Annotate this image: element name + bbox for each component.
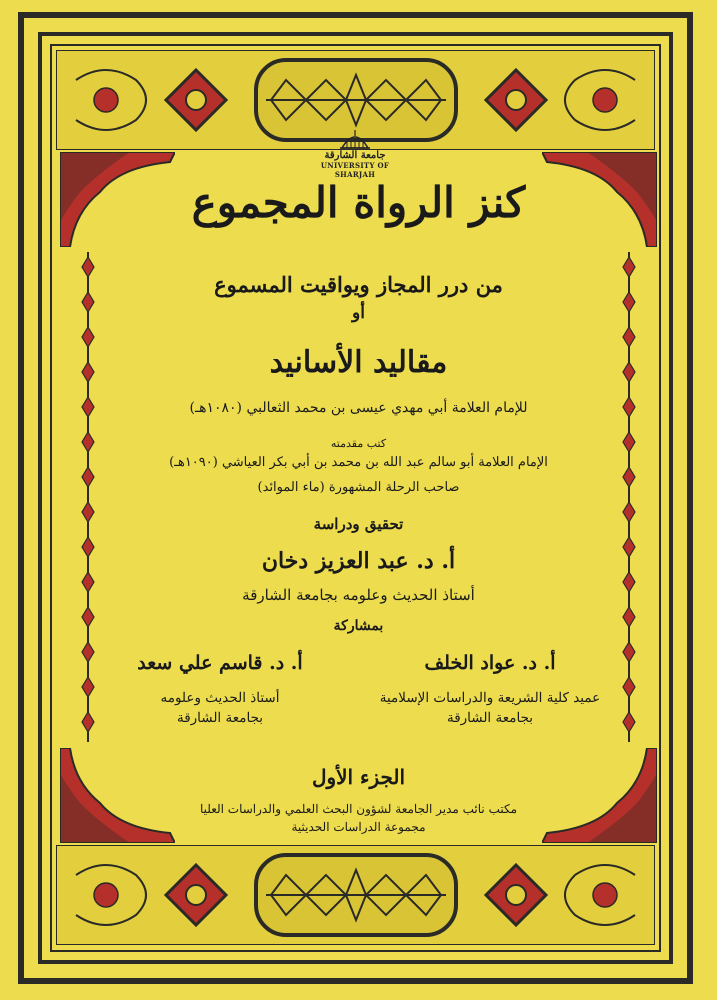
university-logo xyxy=(300,130,410,180)
publisher-line1: مكتب نائب مدير الجامعة لشؤون البحث العلمي والدراسات العليا xyxy=(199,802,518,816)
publisher xyxy=(100,800,617,836)
alternate-title: مقاليد الأسانيد xyxy=(269,345,448,380)
bottom-ornament-band xyxy=(56,845,655,945)
tahqiq-label: تحقيق ودراسة xyxy=(313,515,404,533)
participation-label: بمشاركة xyxy=(333,618,384,634)
participant-right-role-line1: عميد كلية الشريعة والدراسات الإسلامية xyxy=(379,690,601,706)
participant-left-name: أ. د. قاسم علي سعد xyxy=(137,652,303,674)
participant-right-role-line2: بجامعة الشارقة xyxy=(446,710,534,727)
dome-icon xyxy=(338,130,372,150)
publisher-line2: مجموعة الدراسات الحديثية xyxy=(291,820,426,834)
left-chain-ornament xyxy=(78,252,98,742)
editor-role: أستاذ الحديث وعلومه بجامعة الشارقة xyxy=(242,586,475,604)
participant-left-role-line1: أستاذ الحديث وعلومه xyxy=(160,690,280,706)
or-word: أو xyxy=(352,303,365,323)
editor-name: أ. د. عبد العزيز دخان xyxy=(261,548,456,574)
participant-right-name: أ. د. عواد الخلف xyxy=(424,652,556,674)
participant-left xyxy=(105,652,335,729)
intro-label: كتب مقدمته xyxy=(330,437,387,450)
author-line: للإمام العلامة أبي مهدي عيسى بن محمد الثعالبي (١٠٨٠هـ) xyxy=(189,400,528,416)
volume-label: الجزء الأول xyxy=(311,765,406,789)
book-title: كنز الرواة المجموع xyxy=(191,178,526,227)
participant-left-role-line2: بجامعة الشارقة xyxy=(176,710,264,727)
university-name-arabic: جامعة الشارقة xyxy=(324,150,386,161)
book-subtitle: من درر المجاز ويواقيت المسموع xyxy=(214,272,503,297)
intro-author: الإمام العلامة أبو سالم عبد الله بن محمد بن أبي بكر العياشي (١٠٩٠هـ) xyxy=(169,455,548,470)
participant-right-role xyxy=(375,688,605,729)
right-chain-ornament xyxy=(619,252,639,742)
university-name-english: UNIVERSITY OF SHARJAH xyxy=(320,161,390,179)
participant-right xyxy=(375,652,605,729)
intro-author-book: صاحب الرحلة المشهورة (ماء الموائد) xyxy=(257,480,460,495)
participant-left-role xyxy=(105,688,335,729)
